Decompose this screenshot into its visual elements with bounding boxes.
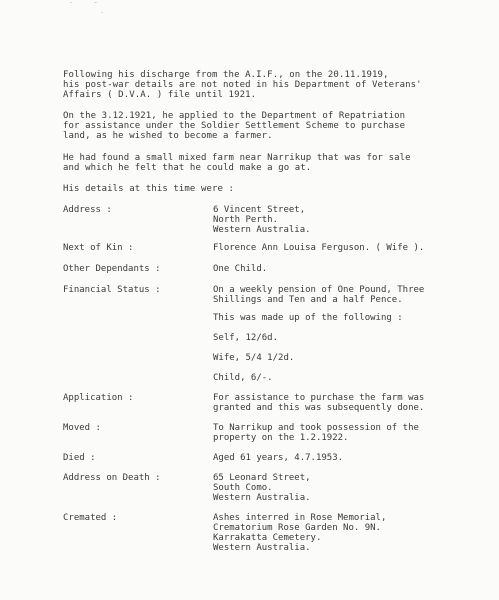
moved-value: To Narrikup and took possession of the property on the 1.2.1922.	[213, 423, 419, 443]
financial-breakdown-intro: This was made up of the following :	[213, 313, 403, 323]
paragraph-farm: He had found a small mixed farm near Narrikup that was for sale and which he felt that he could make a go at.	[63, 153, 411, 173]
paragraph-details-intro: His details at this time were :	[63, 184, 235, 194]
other-dependants-value: One Child.	[213, 264, 268, 274]
financial-status-value: On a weekly pension of One Pound, Three Shillings and Ten and a half Pence.	[213, 285, 425, 305]
paragraph-discharge: Following his discharge from the A.I.F., on the 20.11.1919, his post-war details are not noted in his Department of Veterans' Affairs ( D.V.A. ) file until 1921.	[63, 70, 422, 100]
financial-self: Self, 12/6d.	[213, 333, 279, 343]
other-dependants-label: Other Dependants :	[63, 264, 161, 274]
next-of-kin-value: Florence Ann Louisa Ferguson. ( Wife ).	[213, 243, 425, 253]
next-of-kin-label: Next of Kin :	[63, 243, 134, 253]
address-on-death-value: 65 Leonard Street, South Como. Western Australia.	[213, 473, 311, 503]
cremated-label: Cremated :	[63, 513, 118, 523]
paragraph-application: On the 3.12.1921, he applied to the Department of Repatriation for assistance under the Soldier Settlement Scheme to purchase land, as he wished to become a farmer.	[63, 111, 406, 141]
moved-label: Moved :	[63, 423, 101, 433]
address-value: 6 Vincent Street, North Perth. Western Australia.	[213, 205, 311, 235]
financial-child: Child, 6/-.	[213, 373, 273, 383]
scan-speck	[101, 12, 103, 13]
application-value: For assistance to purchase the farm was granted and this was subsequently done.	[213, 393, 425, 413]
financial-wife: Wife, 5/4 1/2d.	[213, 353, 295, 363]
scan-speck	[70, 2, 72, 3]
address-label: Address :	[63, 205, 112, 215]
financial-status-label: Financial Status :	[63, 285, 161, 295]
application-label: Application :	[63, 393, 134, 403]
cremated-value: Ashes interred in Rose Memorial, Crematorium Rose Garden No. 9N. Karrakatta Cemetery. Western Australia.	[213, 513, 387, 553]
address-on-death-label: Address on Death :	[63, 473, 161, 483]
died-label: Died :	[63, 453, 96, 463]
died-value: Aged 61 years, 4.7.1953.	[213, 453, 344, 463]
scan-speck	[94, 2, 97, 3]
